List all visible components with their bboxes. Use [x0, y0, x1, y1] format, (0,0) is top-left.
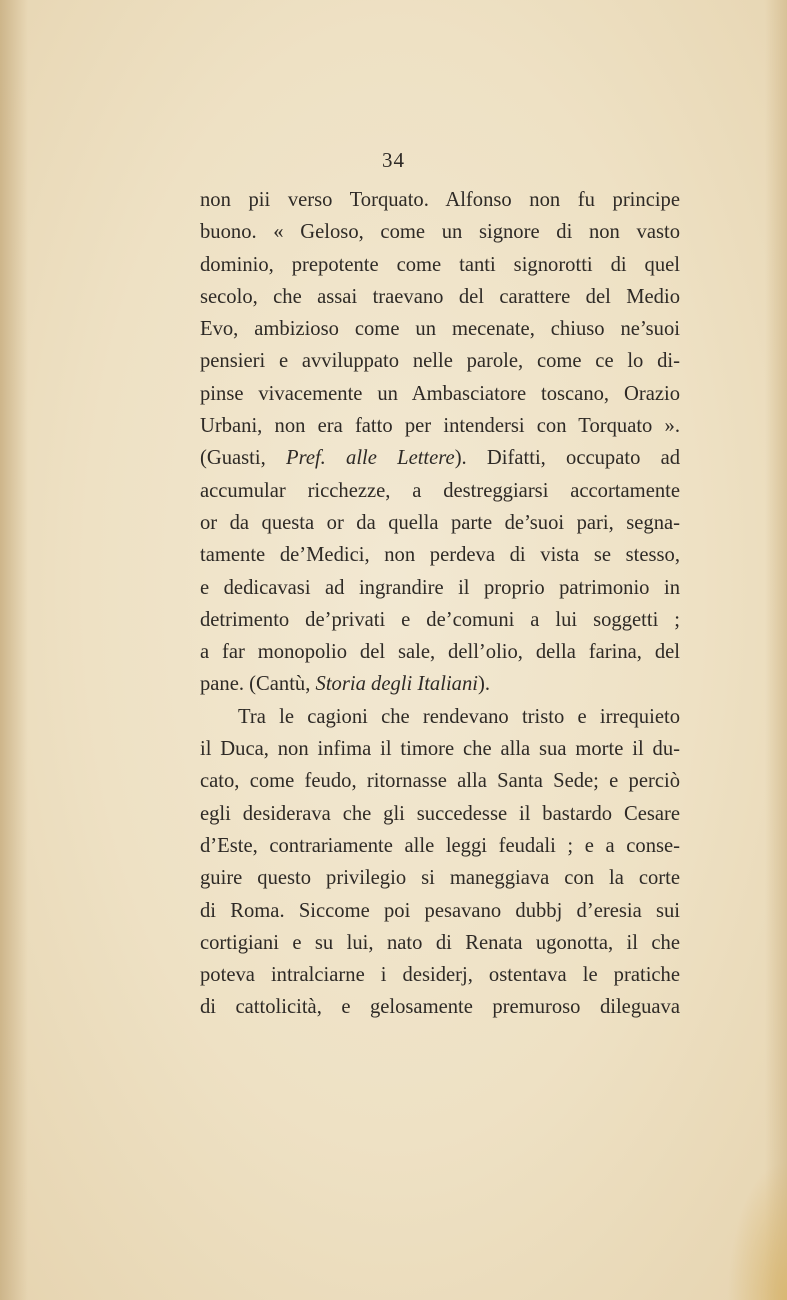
- text-line: tamente de’Medici, non perdeva di vista se stesso,: [200, 544, 680, 567]
- text-line: pane. (Cantù, Storia degli Italiani).: [200, 673, 491, 696]
- text-line: pinse vivacemente un Ambasciatore toscano, Orazio: [200, 382, 680, 405]
- paragraph-1: [200, 184, 680, 701]
- italic-title: Storia degli Italiani: [315, 673, 478, 696]
- text-line: il Duca, non infima il timore che alla sua morte il du-: [200, 738, 680, 761]
- text-line: cato, come feudo, ritornasse alla Santa Sede; e perciò: [200, 770, 680, 793]
- page-edge-shadow-left: [0, 0, 28, 1300]
- text-line: buono. « Geloso, come un signore di non vasto: [200, 221, 680, 244]
- text-line: pensieri e avviluppato nelle parole, come ce lo di-: [200, 350, 680, 373]
- text-line: or da questa or da quella parte de’suoi pari, segna-: [200, 511, 680, 534]
- paragraph-2: [200, 701, 680, 1024]
- text-line: Urbani, non era fatto per intendersi con Torquato ».: [200, 415, 680, 438]
- text-line: guire questo privilegio si maneggiava con la corte: [200, 867, 680, 890]
- text-line: e dedicavasi ad ingrandire il proprio patrimonio in: [200, 576, 680, 599]
- corner-stain: [727, 1160, 787, 1300]
- page-edge-shadow-right: [765, 0, 787, 1300]
- text-line: Tra le cagioni che rendevano tristo e irrequieto: [238, 705, 680, 728]
- text-line: (Guasti, Pref. alle Lettere). Difatti, occupato ad: [200, 447, 681, 470]
- text-line: cortigiani e su lui, nato di Renata ugonotta, il che: [200, 931, 680, 954]
- text-line: a far monopolio del sale, dell’olio, della farina, del: [200, 641, 680, 664]
- text-line: egli desiderava che gli succedesse il bastardo Cesare: [200, 802, 680, 825]
- text-line: Evo, ambizioso come un mecenate, chiuso ne’suoi: [200, 318, 680, 341]
- text-line: dominio, prepotente come tanti signorotti di quel: [200, 253, 680, 276]
- text-line: secolo, che assai traevano del carattere del Medio: [200, 285, 680, 308]
- body-text: [200, 184, 680, 1024]
- italic-title: Pref. alle Lettere: [285, 447, 455, 470]
- text-line: non pii verso Torquato. Alfonso non fu principe: [200, 189, 680, 211]
- text-line: poteva intralciarne i desiderj, ostentava le pratiche: [200, 964, 680, 987]
- text-line: di cattolicità, e gelosamente premuroso dileguava: [200, 996, 680, 1019]
- text-line: d’Este, contrariamente alle leggi feudali ; e a conse-: [200, 834, 680, 857]
- text-line: accumular ricchezze, a destreggiarsi accortamente: [200, 479, 680, 502]
- page-number: 34: [382, 148, 405, 172]
- text-line: detrimento de’privati e de’comuni a lui soggetti ;: [200, 608, 680, 631]
- text-line: di Roma. Siccome poi pesavano dubbj d’eresia sui: [200, 899, 680, 922]
